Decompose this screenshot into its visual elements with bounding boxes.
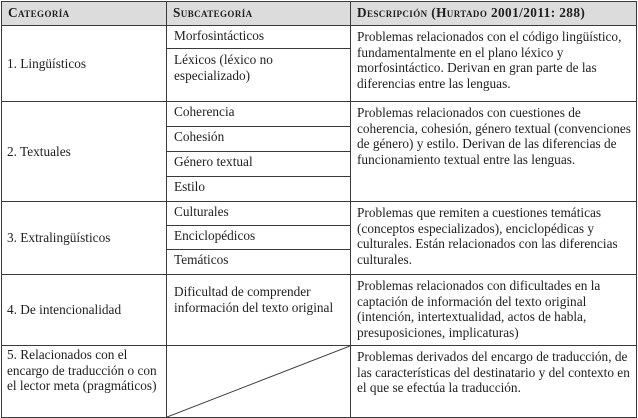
descripcion-cell: Problemas relacionados con el código lingüístico, fundamentalmente en el plano léxico y morfosintáctico. Derivan en gran parte de las diferencias entre las lenguas. [351,26,637,102]
subcategoria-cell: Temáticos [167,250,351,275]
descripcion-cell: Problemas relacionados con dificultades en la captación de información del texto original (intención, intertextualidad, actos de habla, presuposiciones, implicaturas) [351,275,637,346]
empty-subcategoria-diagonal [167,346,351,418]
subcategoria-cell: Cohesión [167,127,351,152]
header-row [2,2,637,26]
categoria-cell: 5. Relacionados con el encargo de traducción o con el lector meta (pragmáticos) [2,346,167,418]
header-descripcion: Descripción (Hurtado 2001/2011: 288) [351,2,637,26]
table-row [2,202,637,226]
translation-problems-table-container [1,1,636,416]
subcategoria-cell: Culturales [167,202,351,226]
subcategoria-cell: Coherencia [167,102,351,127]
descripcion-cell: Problemas que remiten a cuestiones temáticas (conceptos especializados), enciclopédicas y culturales. Están relacionados con las diferencias culturales. [351,202,637,275]
subcategoria-cell: Dificultad de comprender información del texto original [167,275,351,346]
diagonal-line [167,346,350,417]
descripcion-cell: Problemas relacionados con cuestiones de coherencia, cohesión, género textual (convenciones de género) y estilo. Derivan de las diferencias de funcionamiento textual entre las lenguas. [351,102,637,202]
table-row [2,275,637,346]
table-row [2,26,637,49]
descripcion-cell: Problemas derivados del encargo de traducción, de las características del destinatario y del contexto en el que se efectúa la traducción. [351,346,637,418]
subcategoria-cell: Morfosintácticos [167,26,351,49]
header-subcategoria: Subcategoría [167,2,351,26]
categoria-cell: 1. Lingüísticos [2,26,167,102]
table-row [2,346,637,418]
subcategoria-cell: Género textual [167,152,351,177]
table-row [2,102,637,127]
categoria-cell: 3. Extralingüísticos [2,202,167,275]
subcategoria-cell: Enciclopédicos [167,226,351,250]
categoria-cell: 2. Textuales [2,102,167,202]
subcategoria-cell: Estilo [167,177,351,202]
translation-problems-table [1,1,637,418]
header-categoria: Categoría [2,2,167,26]
subcategoria-cell: Léxicos (léxico no especializado) [167,49,351,102]
categoria-cell: 4. De intencionalidad [2,275,167,346]
